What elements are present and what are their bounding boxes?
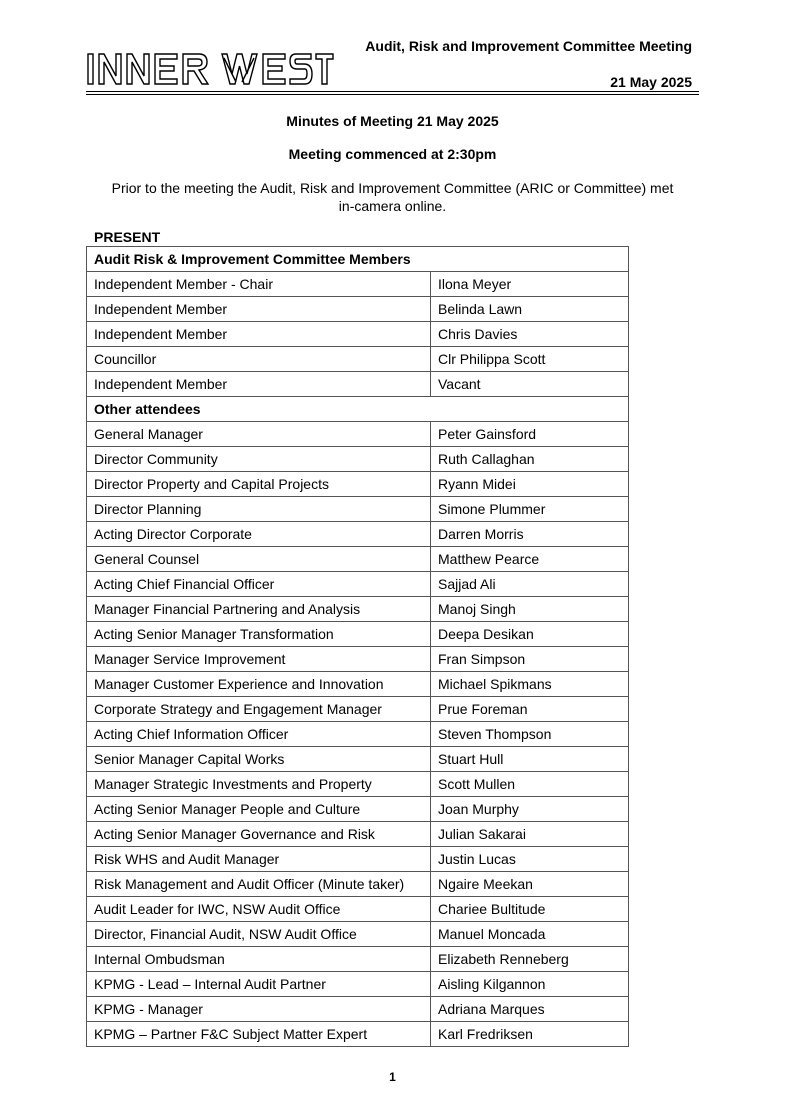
attendee-name: Matthew Pearce [431,547,629,572]
attendee-role: Manager Customer Experience and Innovation [87,672,431,697]
attendee-name: Simone Plummer [431,497,629,522]
attendee-role: Independent Member [87,297,431,322]
table-row [87,797,629,822]
attendee-role: KPMG - Manager [87,997,431,1022]
attendee-name: Fran Simpson [431,647,629,672]
attendee-name: Elizabeth Renneberg [431,947,629,972]
minutes-title: Minutes of Meeting 21 May 2025 [286,113,499,129]
attendee-role: General Manager [87,422,431,447]
section-heading-text: Other attendees [87,397,629,422]
attendee-role: Director, Financial Audit, NSW Audit Office [87,922,431,947]
attendee-role: Risk Management and Audit Officer (Minute taker) [87,872,431,897]
attendee-name: Stuart Hull [431,747,629,772]
attendance-table [86,246,629,1047]
attendee-role: Director Property and Capital Projects [87,472,431,497]
attendee-name: Joan Murphy [431,797,629,822]
attendee-role: Director Community [87,447,431,472]
attendee-role: Corporate Strategy and Engagement Manager [87,697,431,722]
attendee-role: Manager Strategic Investments and Property [87,772,431,797]
attendee-role: Senior Manager Capital Works [87,747,431,772]
table-row [87,297,629,322]
table-row [87,772,629,797]
attendee-name: Darren Morris [431,522,629,547]
table-row [87,322,629,347]
attendee-name: Chris Davies [431,322,629,347]
table-row [87,847,629,872]
table-row [87,897,629,922]
attendee-role: Acting Director Corporate [87,522,431,547]
prior-note-line-2: in-camera online. [338,198,447,214]
attendee-role: KPMG - Lead – Internal Audit Partner [87,972,431,997]
attendee-role: Manager Financial Partnering and Analysis [87,597,431,622]
table-row [87,922,629,947]
attendee-role: Acting Senior Manager Transformation [87,622,431,647]
attendee-name: Belinda Lawn [431,297,629,322]
table-row [87,572,629,597]
attendee-role: Director Planning [87,497,431,522]
attendee-name: Clr Philippa Scott [431,347,629,372]
attendee-role: Councillor [87,347,431,372]
header-rule [86,91,699,92]
attendee-name: Steven Thompson [431,722,629,747]
table-row [87,872,629,897]
attendee-name: Aisling Kilgannon [431,972,629,997]
table-row [87,647,629,672]
table-row [87,472,629,497]
meeting-commenced: Meeting commenced at 2:30pm [288,146,497,162]
page-number: 1 [389,1070,396,1084]
attendee-role: Internal Ombudsman [87,947,431,972]
table-row [87,497,629,522]
attendee-role: General Counsel [87,547,431,572]
attendee-name: Scott Mullen [431,772,629,797]
attendee-name: Karl Fredriksen [431,1022,629,1047]
attendee-name: Chariee Bultitude [431,897,629,922]
attendee-role: Independent Member - Chair [87,272,431,297]
attendee-name: Ruth Callaghan [431,447,629,472]
attendee-role: Acting Senior Manager People and Culture [87,797,431,822]
table-row [87,672,629,697]
attendee-name: Julian Sakarai [431,822,629,847]
attendee-name: Peter Gainsford [431,422,629,447]
table-row [87,547,629,572]
section-heading-text: Audit Risk & Improvement Committee Members [87,247,629,272]
present-label: PRESENT [94,229,161,245]
table-row [87,597,629,622]
table-row [87,972,629,997]
attendee-name: Manoj Singh [431,597,629,622]
table-row [87,622,629,647]
table-row [87,447,629,472]
table-row [87,347,629,372]
attendee-role: KPMG – Partner F&C Subject Matter Expert [87,1022,431,1047]
prior-note-line-1: Prior to the meeting the Audit, Risk and Improvement Committee (ARIC or Committee) met [111,180,674,196]
attendee-name: Vacant [431,372,629,397]
table-row [87,722,629,747]
attendee-role: Audit Leader for IWC, NSW Audit Office [87,897,431,922]
attendee-name: Manuel Moncada [431,922,629,947]
table-section-heading [87,397,629,422]
attendee-role: Independent Member [87,372,431,397]
attendee-role: Risk WHS and Audit Manager [87,847,431,872]
table-row [87,822,629,847]
table-row [87,522,629,547]
table-row [87,272,629,297]
attendee-name: Michael Spikmans [431,672,629,697]
attendee-name: Adriana Marques [431,997,629,1022]
attendee-name: Ryann Midei [431,472,629,497]
attendee-name: Sajjad Ali [431,572,629,597]
header-date: 21 May 2025 [610,74,692,90]
header-title: Audit, Risk and Improvement Committee Meeting [365,38,692,54]
table-row [87,997,629,1022]
attendee-name: Ngaire Meekan [431,872,629,897]
attendee-name: Deepa Desikan [431,622,629,647]
attendee-role: Acting Senior Manager Governance and Risk [87,822,431,847]
table-row [87,1022,629,1047]
attendee-name: Ilona Meyer [431,272,629,297]
table-row [87,372,629,397]
attendee-role: Acting Chief Financial Officer [87,572,431,597]
attendee-name: Justin Lucas [431,847,629,872]
attendee-role: Acting Chief Information Officer [87,722,431,747]
table-row [87,697,629,722]
table-row [87,947,629,972]
inner-west-logo [86,52,334,86]
prior-meeting-note [86,179,699,215]
attendee-role: Independent Member [87,322,431,347]
table-row [87,747,629,772]
header-rule-thin [86,94,699,95]
attendee-name: Prue Foreman [431,697,629,722]
attendee-role: Manager Service Improvement [87,647,431,672]
table-row [87,422,629,447]
table-section-heading [87,247,629,272]
